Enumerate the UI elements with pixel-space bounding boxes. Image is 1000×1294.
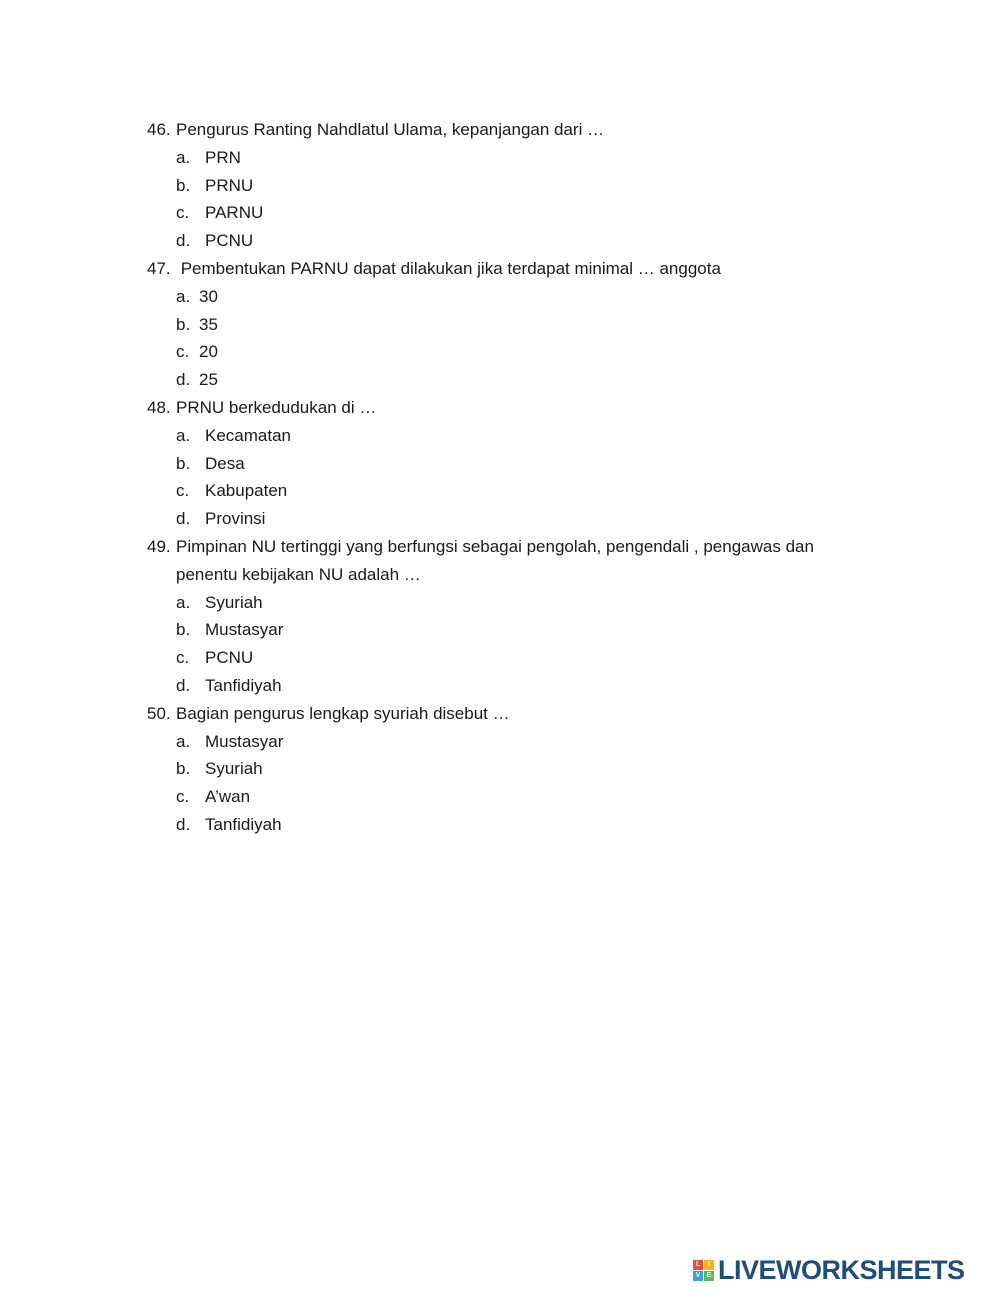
- option-letter: a.: [176, 731, 191, 751]
- option-text: PCNU: [205, 648, 254, 668]
- logo-tiles-icon: [693, 1260, 714, 1281]
- question-number: 50.: [147, 703, 171, 723]
- option-letter: b.: [176, 314, 191, 334]
- question-text: Pimpinan NU tertinggi yang berfungsi sebagai pengolah, pengendali , pengawas dan: [176, 536, 814, 556]
- option-46-c[interactable]: [147, 199, 867, 227]
- option-text: PRN: [205, 147, 241, 167]
- option-text: Tanfidiyah: [205, 675, 282, 695]
- option-letter: a.: [176, 592, 191, 612]
- option-text: 30: [199, 286, 218, 306]
- option-49-b[interactable]: [147, 616, 867, 644]
- option-text: 20: [199, 342, 218, 362]
- option-50-d[interactable]: [147, 811, 867, 839]
- option-text: Syuriah: [205, 592, 263, 612]
- option-49-a[interactable]: [147, 589, 867, 617]
- option-text: 25: [199, 370, 218, 390]
- option-text: PRNU: [205, 175, 254, 195]
- option-49-d[interactable]: [147, 672, 867, 700]
- option-48-c[interactable]: [147, 477, 867, 505]
- liveworksheets-logo[interactable]: [693, 1256, 965, 1284]
- option-50-c[interactable]: [147, 783, 867, 811]
- question-text: Bagian pengurus lengkap syuriah disebut …: [176, 703, 510, 723]
- option-text: PCNU: [205, 231, 254, 251]
- question-50: [147, 700, 867, 728]
- option-49-c[interactable]: [147, 644, 867, 672]
- option-text: PARNU: [205, 203, 264, 223]
- option-letter: b.: [176, 175, 191, 195]
- question-number: 48.: [147, 397, 171, 417]
- option-48-d[interactable]: [147, 505, 867, 533]
- option-text: Syuriah: [205, 759, 263, 779]
- option-letter: d.: [176, 370, 191, 390]
- option-47-a[interactable]: [147, 283, 867, 311]
- option-letter: c.: [176, 648, 190, 668]
- logo-text: LIVEWORKSHEETS: [718, 1254, 965, 1285]
- option-text: Mustasyar: [205, 731, 284, 751]
- option-letter: b.: [176, 453, 191, 473]
- question-number: 49.: [147, 536, 171, 556]
- question-list: [147, 116, 867, 839]
- question-46: [147, 116, 867, 144]
- option-letter: d.: [176, 509, 191, 529]
- option-text: Desa: [205, 453, 245, 473]
- option-48-b[interactable]: [147, 450, 867, 478]
- question-number: 47.: [147, 258, 171, 278]
- question-text: PRNU berkedudukan di …: [176, 397, 377, 417]
- question-48: [147, 394, 867, 422]
- logo-tile: L: [693, 1260, 703, 1270]
- option-letter: d.: [176, 675, 191, 695]
- logo-tile: V: [693, 1271, 703, 1281]
- option-letter: a.: [176, 425, 191, 445]
- question-text: Pengurus Ranting Nahdlatul Ulama, kepanjangan dari …: [176, 120, 605, 139]
- option-text: Kecamatan: [205, 425, 291, 445]
- question-47: [147, 255, 867, 283]
- option-letter: d.: [176, 231, 191, 251]
- option-46-d[interactable]: [147, 227, 867, 255]
- option-48-a[interactable]: [147, 422, 867, 450]
- option-text: 35: [199, 314, 218, 334]
- option-46-b[interactable]: [147, 172, 867, 200]
- option-letter: c.: [176, 342, 190, 362]
- question-number: 46.: [147, 120, 171, 139]
- question-49: [147, 533, 867, 561]
- option-letter: c.: [176, 203, 190, 223]
- option-47-d[interactable]: [147, 366, 867, 394]
- option-text: A’wan: [205, 787, 251, 807]
- option-letter: a.: [176, 286, 191, 306]
- question-49-continuation: penentu kebijakan NU adalah …: [176, 564, 421, 584]
- question-text: Pembentukan PARNU dapat dilakukan jika terdapat minimal … anggota: [176, 258, 721, 278]
- option-text: Mustasyar: [205, 620, 284, 640]
- option-letter: a.: [176, 147, 191, 167]
- option-text: Tanfidiyah: [205, 814, 282, 834]
- option-text: Kabupaten: [205, 481, 288, 501]
- option-46-a[interactable]: [147, 144, 867, 172]
- option-letter: c.: [176, 787, 190, 807]
- option-letter: b.: [176, 759, 191, 779]
- option-text: Provinsi: [205, 509, 266, 529]
- option-47-b[interactable]: [147, 311, 867, 339]
- logo-tile: I: [704, 1260, 714, 1270]
- option-letter: d.: [176, 814, 191, 834]
- option-letter: c.: [176, 481, 190, 501]
- logo-tile: E: [704, 1271, 714, 1281]
- option-50-a[interactable]: [147, 728, 867, 756]
- option-47-c[interactable]: [147, 338, 867, 366]
- option-50-b[interactable]: [147, 755, 867, 783]
- option-letter: b.: [176, 620, 191, 640]
